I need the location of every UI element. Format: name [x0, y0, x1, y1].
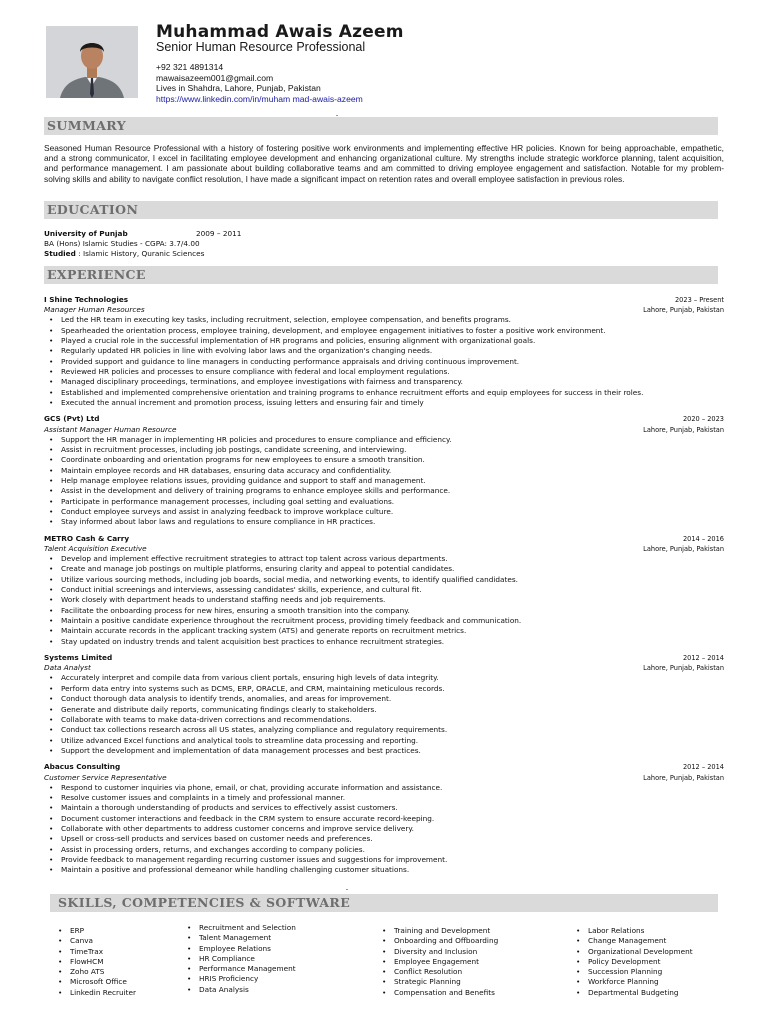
job-title-row [44, 305, 726, 315]
responsibility-item: • Assist in processing orders, returns, and exchanges according to company policies. [44, 845, 726, 855]
studied-label: Studied [44, 249, 76, 258]
responsibility-item: • Spearheaded the orientation process, employee training, development, and employee engagement initiatives to foster a positive work environment. [44, 326, 726, 336]
divider-dot [336, 115, 338, 116]
responsibility-item: • Respond to customer inquiries via phone, email, or chat, providing accurate information and assistance. [44, 783, 726, 793]
skill-item: • FlowHCM [56, 957, 136, 967]
skill-item: • Employee Engagement [380, 957, 498, 967]
skill-item: • Departmental Budgeting [574, 988, 693, 998]
contact-block [156, 62, 363, 104]
education-years: 2009 – 2011 [196, 229, 242, 238]
phone-number: +92 321 4891314 [156, 62, 224, 72]
job-location: Lahore, Punjab, Pakistan [643, 773, 724, 782]
responsibility-item: • Stay informed about labor laws and regulations to ensure compliance in HR practices. [44, 517, 726, 527]
responsibility-item: • Stay updated on industry trends and talent acquisition best practices to enhance recruitment strategies. [44, 637, 726, 647]
summary-text: Seasoned Human Resource Professional with a history of fostering positive work environments and implementing effective HR policies. Known for being approachable, empathetic, and a strong communicator, I excel in facilitating employee development and enhancing organizational culture. My strengths include strategic workforce planning, talent acquisition, and performance management. I am passionate about building collaborative teams and am committed to driving employee engagement and satisfaction. Notable for my problem-solving skills and ability to navigate conflict resolution, I have made a significant impact on retention rates and overall employee satisfaction in previous roles. [44, 143, 724, 184]
job-header [44, 534, 726, 544]
job-header [44, 414, 726, 424]
skill-item: • Linkedin Recruiter [56, 988, 136, 998]
job-responsibilities [44, 554, 726, 647]
job-responsibilities [44, 435, 726, 528]
skill-item: • Microsoft Office [56, 977, 136, 987]
skill-item: • Labor Relations [574, 926, 693, 936]
responsibility-item: • Support the HR manager in implementing HR policies and procedures to ensure compliance and efficiency. [44, 435, 726, 445]
divider-dot [346, 889, 348, 890]
skill-item: • Talent Management [185, 933, 296, 943]
job-title-row [44, 425, 726, 435]
section-header-skills: SKILLS, COMPETENCIES & SOFTWARE [50, 894, 718, 912]
company-name: Abacus Consulting [44, 762, 121, 772]
skills-column-software [56, 926, 136, 998]
responsibility-item: • Reviewed HR policies and processes to ensure compliance with federal and local employment regulations. [44, 367, 726, 377]
university-name: University of Punjab [44, 229, 128, 238]
company-name: Systems Limited [44, 653, 113, 663]
skill-item: • Succession Planning [574, 967, 693, 977]
responsibility-item: • Assist in recruitment processes, including job postings, candidate screening, and interviewing. [44, 445, 726, 455]
skill-item: • Data Analysis [185, 985, 296, 995]
responsibility-item: • Generate and distribute daily reports, communicating findings clearly to stakeholders. [44, 705, 726, 715]
skill-item: • Change Management [574, 936, 693, 946]
responsibility-item: • Conduct tax collections research across all US states, analyzing compliance and regulatory requirements. [44, 725, 726, 735]
responsibility-item: • Provided support and guidance to line managers in conducting performance appraisals and driving continuous improvement. [44, 357, 726, 367]
job-entry [44, 295, 726, 408]
job-title-row [44, 663, 726, 673]
responsibility-item: • Facilitate the onboarding process for new hires, ensuring a smooth transition into the company. [44, 606, 726, 616]
skill-item: • Onboarding and Offboarding [380, 936, 498, 946]
skill-item: • ERP [56, 926, 136, 936]
responsibility-item: • Coordinate onboarding and orientation programs for new employees to ensure a smooth transition. [44, 455, 726, 465]
job-header [44, 295, 726, 305]
company-name: GCS (Pvt) Ltd [44, 414, 100, 424]
responsibility-item: • Provide feedback to management regarding recurring customer issues and suggestions for improvement. [44, 855, 726, 865]
responsibility-item: • Collaborate with teams to make data-driven corrections and recommendations. [44, 715, 726, 725]
responsibility-item: • Help manage employee relations issues, providing guidance and support to staff and management. [44, 476, 726, 486]
section-header-summary: SUMMARY [44, 117, 718, 135]
studied-line [44, 249, 344, 259]
job-location: Lahore, Punjab, Pakistan [643, 425, 724, 434]
responsibility-item: • Participate in performance management processes, including goal setting and evaluations. [44, 497, 726, 507]
responsibility-item: • Collaborate with other departments to address customer concerns and improve service delivery. [44, 824, 726, 834]
skill-item: • Diversity and Inclusion [380, 947, 498, 957]
skill-item: • Policy Development [574, 957, 693, 967]
responsibility-item: • Develop and implement effective recruitment strategies to attract top talent across various departments. [44, 554, 726, 564]
responsibility-item: • Upsell or cross-sell products and services based on customer needs and preferences. [44, 834, 726, 844]
responsibility-item: • Assist in the development and delivery of training programs to enhance employee skills and performance. [44, 486, 726, 496]
job-responsibilities [44, 783, 726, 876]
responsibility-item: • Create and manage job postings on multiple platforms, ensuring clarity and appeal to potential candidates. [44, 564, 726, 574]
responsibility-item: • Maintain employee records and HR databases, ensuring data accuracy and confidentiality. [44, 466, 726, 476]
studied-subjects: : Islamic History, Quranic Sciences [75, 249, 205, 258]
job-entry [44, 414, 726, 527]
responsibility-item: • Conduct thorough data analysis to identify trends, anomalies, and areas for improvement. [44, 694, 726, 704]
skill-item: • Zoho ATS [56, 967, 136, 977]
degree: BA (Hons) Islamic Studies - CGPA: 3.7/4.00 [44, 239, 200, 248]
experience-list [44, 295, 726, 882]
linkedin-link[interactable]: https://www.linkedin.com/in/muham mad-awais-azeem [156, 93, 363, 104]
job-header [44, 762, 726, 772]
job-location: Lahore, Punjab, Pakistan [643, 306, 724, 315]
job-responsibilities [44, 315, 726, 408]
job-entry [44, 534, 726, 647]
skills-column-strategy [574, 926, 693, 998]
responsibility-item: • Led the HR team in executing key tasks, including recruitment, selection, employee compensation, and benefits programs. [44, 315, 726, 325]
skill-item: • HRIS Proficiency [185, 974, 296, 984]
company-name: I Shine Technologies [44, 295, 129, 304]
job-title-row [44, 544, 726, 554]
responsibility-item: • Established and implemented comprehensive orientation and training programs to enhance recruitment efforts and equip employees for success in their roles. [44, 388, 726, 398]
job-title: Customer Service Representative [44, 772, 167, 782]
job-responsibilities [44, 673, 726, 756]
job-entry [44, 762, 726, 875]
job-header [44, 653, 726, 663]
responsibility-item: • Maintain a positive candidate experience throughout the recruitment process, providing timely feedback and communication. [44, 616, 726, 626]
responsibility-item: • Utilize various sourcing methods, including job boards, social media, and networking events, to identify qualified candidates. [44, 575, 726, 585]
job-title: Talent Acquisition Executive [44, 544, 147, 554]
responsibility-item: • Conduct initial screenings and interviews, assessing candidates' skills, experience, and cultural fit. [44, 585, 726, 595]
skill-item: • Organizational Development [574, 947, 693, 957]
responsibility-item: • Played a crucial role in the successful implementation of HR programs and policies, ensuring alignment with organizational goals. [44, 336, 726, 346]
responsibility-item: • Managed disciplinary proceedings, terminations, and employee investigations with fairness and transparency. [44, 377, 726, 387]
responsibility-item: • Executed the annual increment and promotion process, issuing letters and ensuring fair and timely [44, 398, 726, 408]
job-location: Lahore, Punjab, Pakistan [643, 664, 724, 673]
skills-column-hr-core [185, 923, 296, 995]
responsibility-item: • Conduct employee surveys and assist in analyzing feedback to improve workplace culture. [44, 507, 726, 517]
candidate-name: Muhammad Awais Azeem [156, 22, 404, 42]
job-title-row [44, 773, 726, 783]
home-address: Lives in Shahdra, Lahore, Punjab, Pakistan [156, 83, 321, 94]
job-title: Assistant Manager Human Resource [44, 424, 177, 434]
skill-item: • Canva [56, 936, 136, 946]
skill-item: • Strategic Planning [380, 977, 498, 987]
responsibility-item: • Maintain a positive and professional demeanor while handling challenging customer situations. [44, 865, 726, 875]
responsibility-item: • Resolve customer issues and complaints in a timely and professional manner. [44, 793, 726, 803]
skill-item: • Employee Relations [185, 944, 296, 954]
job-title: Data Analyst [44, 663, 91, 673]
education-entry [44, 229, 344, 259]
section-header-education: EDUCATION [44, 201, 718, 219]
job-dates: 2014 – 2016 [682, 534, 724, 543]
responsibility-item: • Regularly updated HR policies in line with evolving labor laws and the organization's changing needs. [44, 346, 726, 356]
skill-item: • Training and Development [380, 926, 498, 936]
skills-column-development [380, 926, 498, 998]
profile-photo [46, 26, 138, 98]
job-title: Manager Human Resources [44, 305, 145, 315]
skill-item: • Recruitment and Selection [185, 923, 296, 933]
job-location: Lahore, Punjab, Pakistan [643, 545, 724, 554]
job-dates: 2012 – 2014 [682, 763, 724, 772]
skill-item: • Workforce Planning [574, 977, 693, 987]
responsibility-item: • Maintain a thorough understanding of products and services to effectively assist customers. [44, 803, 726, 813]
responsibility-item: • Perform data entry into systems such as DCMS, ERP, ORACLE, and CRM, maintaining meticulous records. [44, 684, 726, 694]
responsibility-item: • Work closely with department heads to understand staffing needs and job requirements. [44, 595, 726, 605]
skill-item: • HR Compliance [185, 954, 296, 964]
job-dates: 2020 – 2023 [682, 415, 724, 424]
email-address[interactable]: mawaisazeem001@gmail.com [156, 72, 274, 83]
section-header-experience: EXPERIENCE [44, 266, 718, 284]
responsibility-item: • Support the development and implementation of data management processes and best practices. [44, 746, 726, 756]
job-dates: 2023 – Present [674, 296, 724, 304]
responsibility-item: • Accurately interpret and compile data from various client portals, ensuring high levels of data integrity. [44, 673, 726, 683]
skill-item: • TimeTrax [56, 947, 136, 957]
job-dates: 2012 – 2014 [682, 654, 724, 663]
skill-item: • Performance Management [185, 964, 296, 974]
company-name: METRO Cash & Carry [44, 533, 130, 543]
skill-item: • Conflict Resolution [380, 967, 498, 977]
responsibility-item: • Maintain accurate records in the applicant tracking system (ATS) and generate reports on recruitment metrics. [44, 626, 726, 636]
skill-item: • Compensation and Benefits [380, 988, 498, 998]
responsibility-item: • Utilize advanced Excel functions and analytical tools to streamline data processing and reporting. [44, 736, 726, 746]
candidate-role: Senior Human Resource Professional [156, 40, 366, 54]
job-entry [44, 653, 726, 756]
responsibility-item: • Document customer interactions and feedback in the CRM system to ensure accurate record-keeping. [44, 814, 726, 824]
